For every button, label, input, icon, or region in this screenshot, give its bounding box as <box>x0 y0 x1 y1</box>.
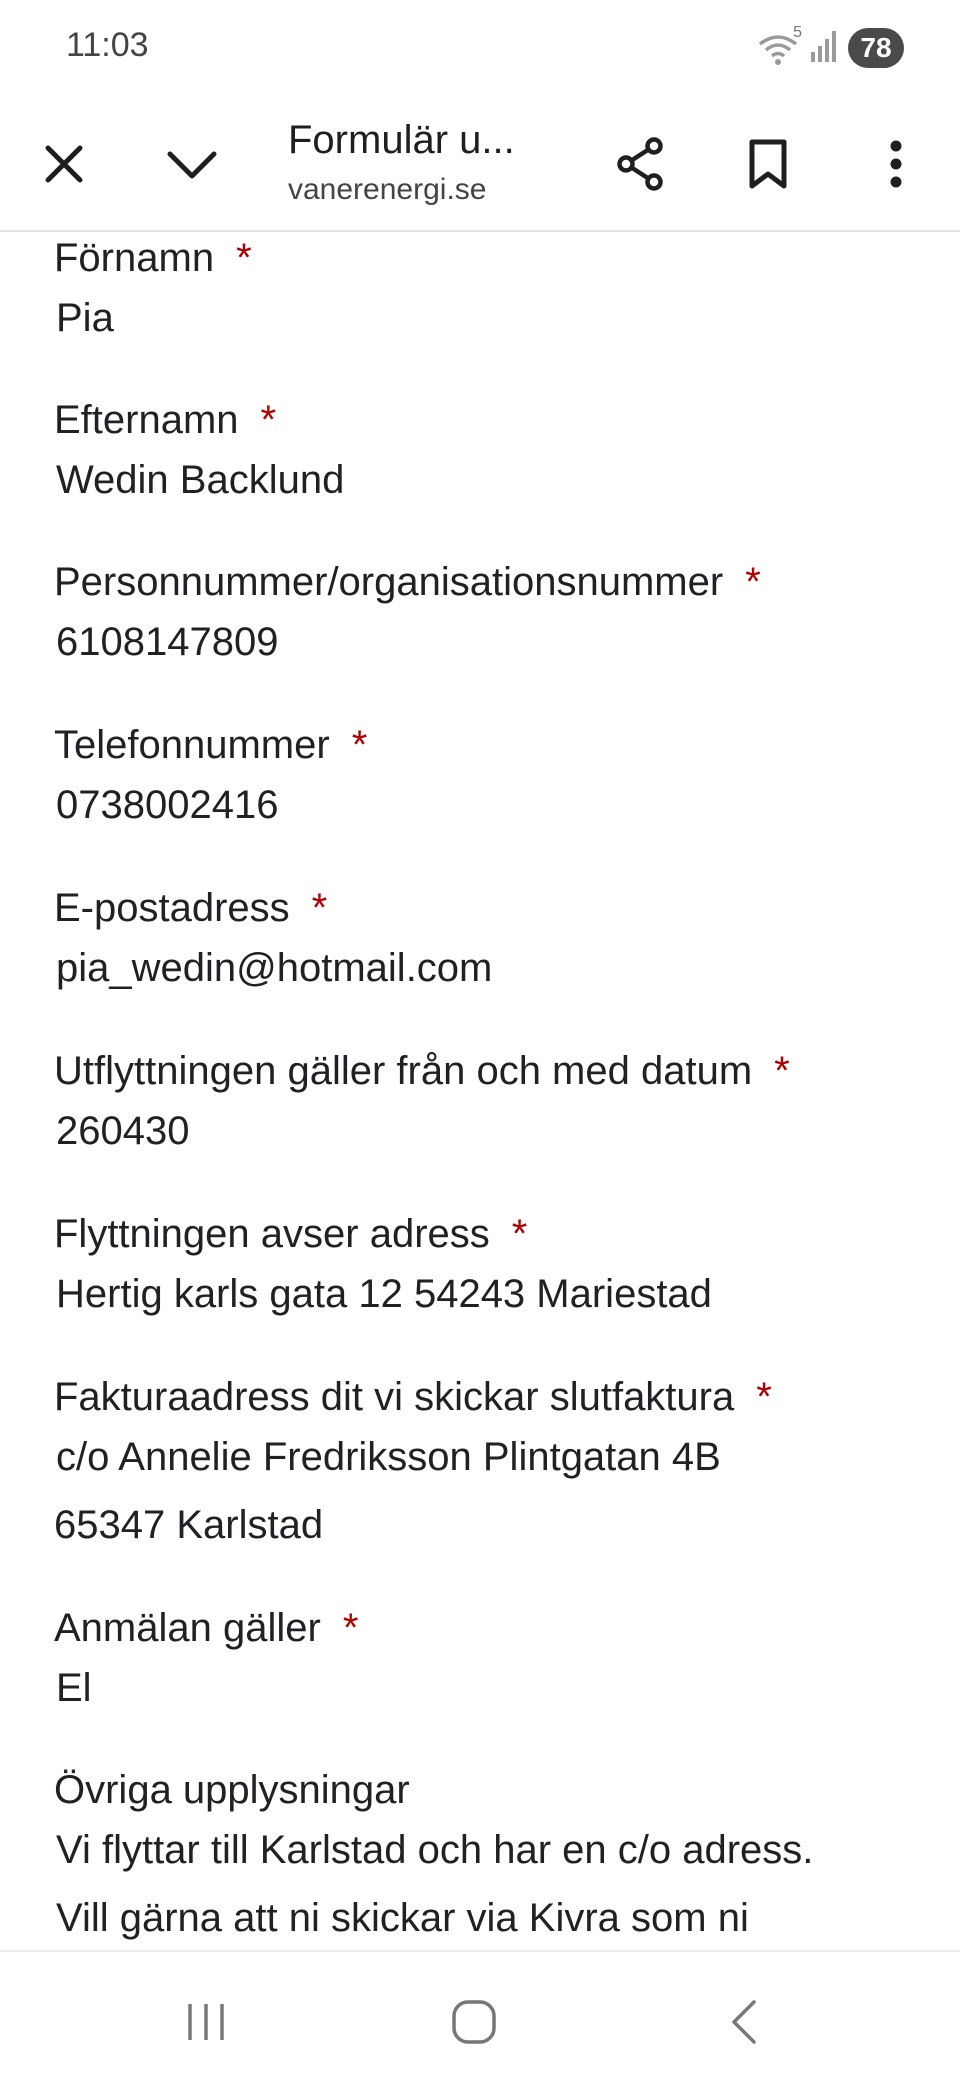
field-utflyttning-datum <box>54 1045 934 1165</box>
field-epostadress <box>54 882 934 1002</box>
field-label: E-postadress * <box>54 886 328 930</box>
page-url: vanerenergi.se <box>288 173 487 206</box>
page-title: Formulär u... <box>288 118 515 162</box>
share-icon <box>614 136 666 192</box>
field-label: Efternamn * <box>54 398 277 442</box>
back-icon <box>726 1998 762 2046</box>
field-efternamn <box>54 394 934 514</box>
field-flyttning-adress <box>54 1208 934 1328</box>
more-options-button[interactable] <box>854 122 938 206</box>
field-personnummer <box>54 556 934 676</box>
field-value-line: 65347 Karlstad <box>54 1503 324 1547</box>
home-button[interactable] <box>434 1982 514 2062</box>
field-value-line: c/o Annelie Fredriksson Plintgatan 4B <box>56 1435 721 1479</box>
battery-indicator: 78 <box>848 28 904 68</box>
field-value: Wedin Backlund <box>56 458 345 502</box>
field-label: Fakturaadress dit vi skickar slutfaktura * <box>54 1375 772 1419</box>
field-value: Hertig karls gata 12 54243 Mariestad <box>56 1272 712 1316</box>
field-value: 0738002416 <box>56 783 279 827</box>
required-marker: * <box>236 236 252 280</box>
field-anmalan-galler <box>54 1602 934 1722</box>
chevron-down-icon <box>166 144 218 184</box>
field-value: pia_wedin@hotmail.com <box>56 946 493 990</box>
required-marker: * <box>511 1212 528 1256</box>
field-label: Flyttningen avser adress * <box>54 1212 528 1256</box>
field-value-line: Vill gärna att ni skickar via Kivra som ni <box>56 1896 749 1940</box>
wifi-band-label: 5 <box>793 24 802 41</box>
recents-icon <box>184 2000 228 2044</box>
system-nav-bar <box>0 1950 960 2080</box>
close-icon <box>42 142 86 186</box>
required-marker: * <box>351 723 368 767</box>
status-icons <box>756 24 904 68</box>
status-bar <box>0 0 960 96</box>
field-label: Förnamn * <box>54 236 252 280</box>
required-marker: * <box>745 560 761 604</box>
field-fakturaadress <box>54 1371 934 1559</box>
form-content <box>0 232 960 1950</box>
wifi-icon <box>756 24 802 68</box>
more-vert-icon <box>886 138 906 190</box>
field-value-line: Vi flyttar till Karlstad och har en c/o adress. <box>56 1828 814 1872</box>
field-value: 6108147809 <box>56 620 279 664</box>
required-marker: * <box>311 886 328 930</box>
required-marker: * <box>260 398 277 442</box>
required-marker: * <box>342 1606 359 1650</box>
back-button[interactable] <box>704 1982 784 2062</box>
field-value: 260430 <box>56 1109 190 1153</box>
required-marker: * <box>774 1049 790 1093</box>
field-label: Övriga upplysningar <box>54 1768 410 1812</box>
status-time: 11:03 <box>66 26 149 64</box>
recents-button[interactable] <box>166 1982 246 2062</box>
bookmark-icon <box>746 138 790 190</box>
field-value: Pia <box>56 296 114 340</box>
field-label: Utflyttningen gäller från och med datum * <box>54 1049 790 1093</box>
field-label: Telefonnummer * <box>54 723 368 767</box>
required-marker: * <box>756 1375 772 1419</box>
page-title-area[interactable] <box>288 110 588 207</box>
field-telefonnummer <box>54 719 934 839</box>
field-ovriga-upplysningar <box>54 1764 934 1950</box>
field-label: Personnummer/organisationsnummer * <box>54 560 761 604</box>
field-label: Anmälan gäller * <box>54 1606 359 1650</box>
signal-icon <box>810 28 838 69</box>
bookmark-button[interactable] <box>726 122 810 206</box>
field-fornamn <box>54 232 934 352</box>
expand-button[interactable] <box>150 122 234 206</box>
browser-toolbar <box>0 96 960 232</box>
close-button[interactable] <box>22 122 106 206</box>
field-value: El <box>56 1666 92 1710</box>
home-icon <box>450 1998 498 2046</box>
share-button[interactable] <box>598 122 682 206</box>
